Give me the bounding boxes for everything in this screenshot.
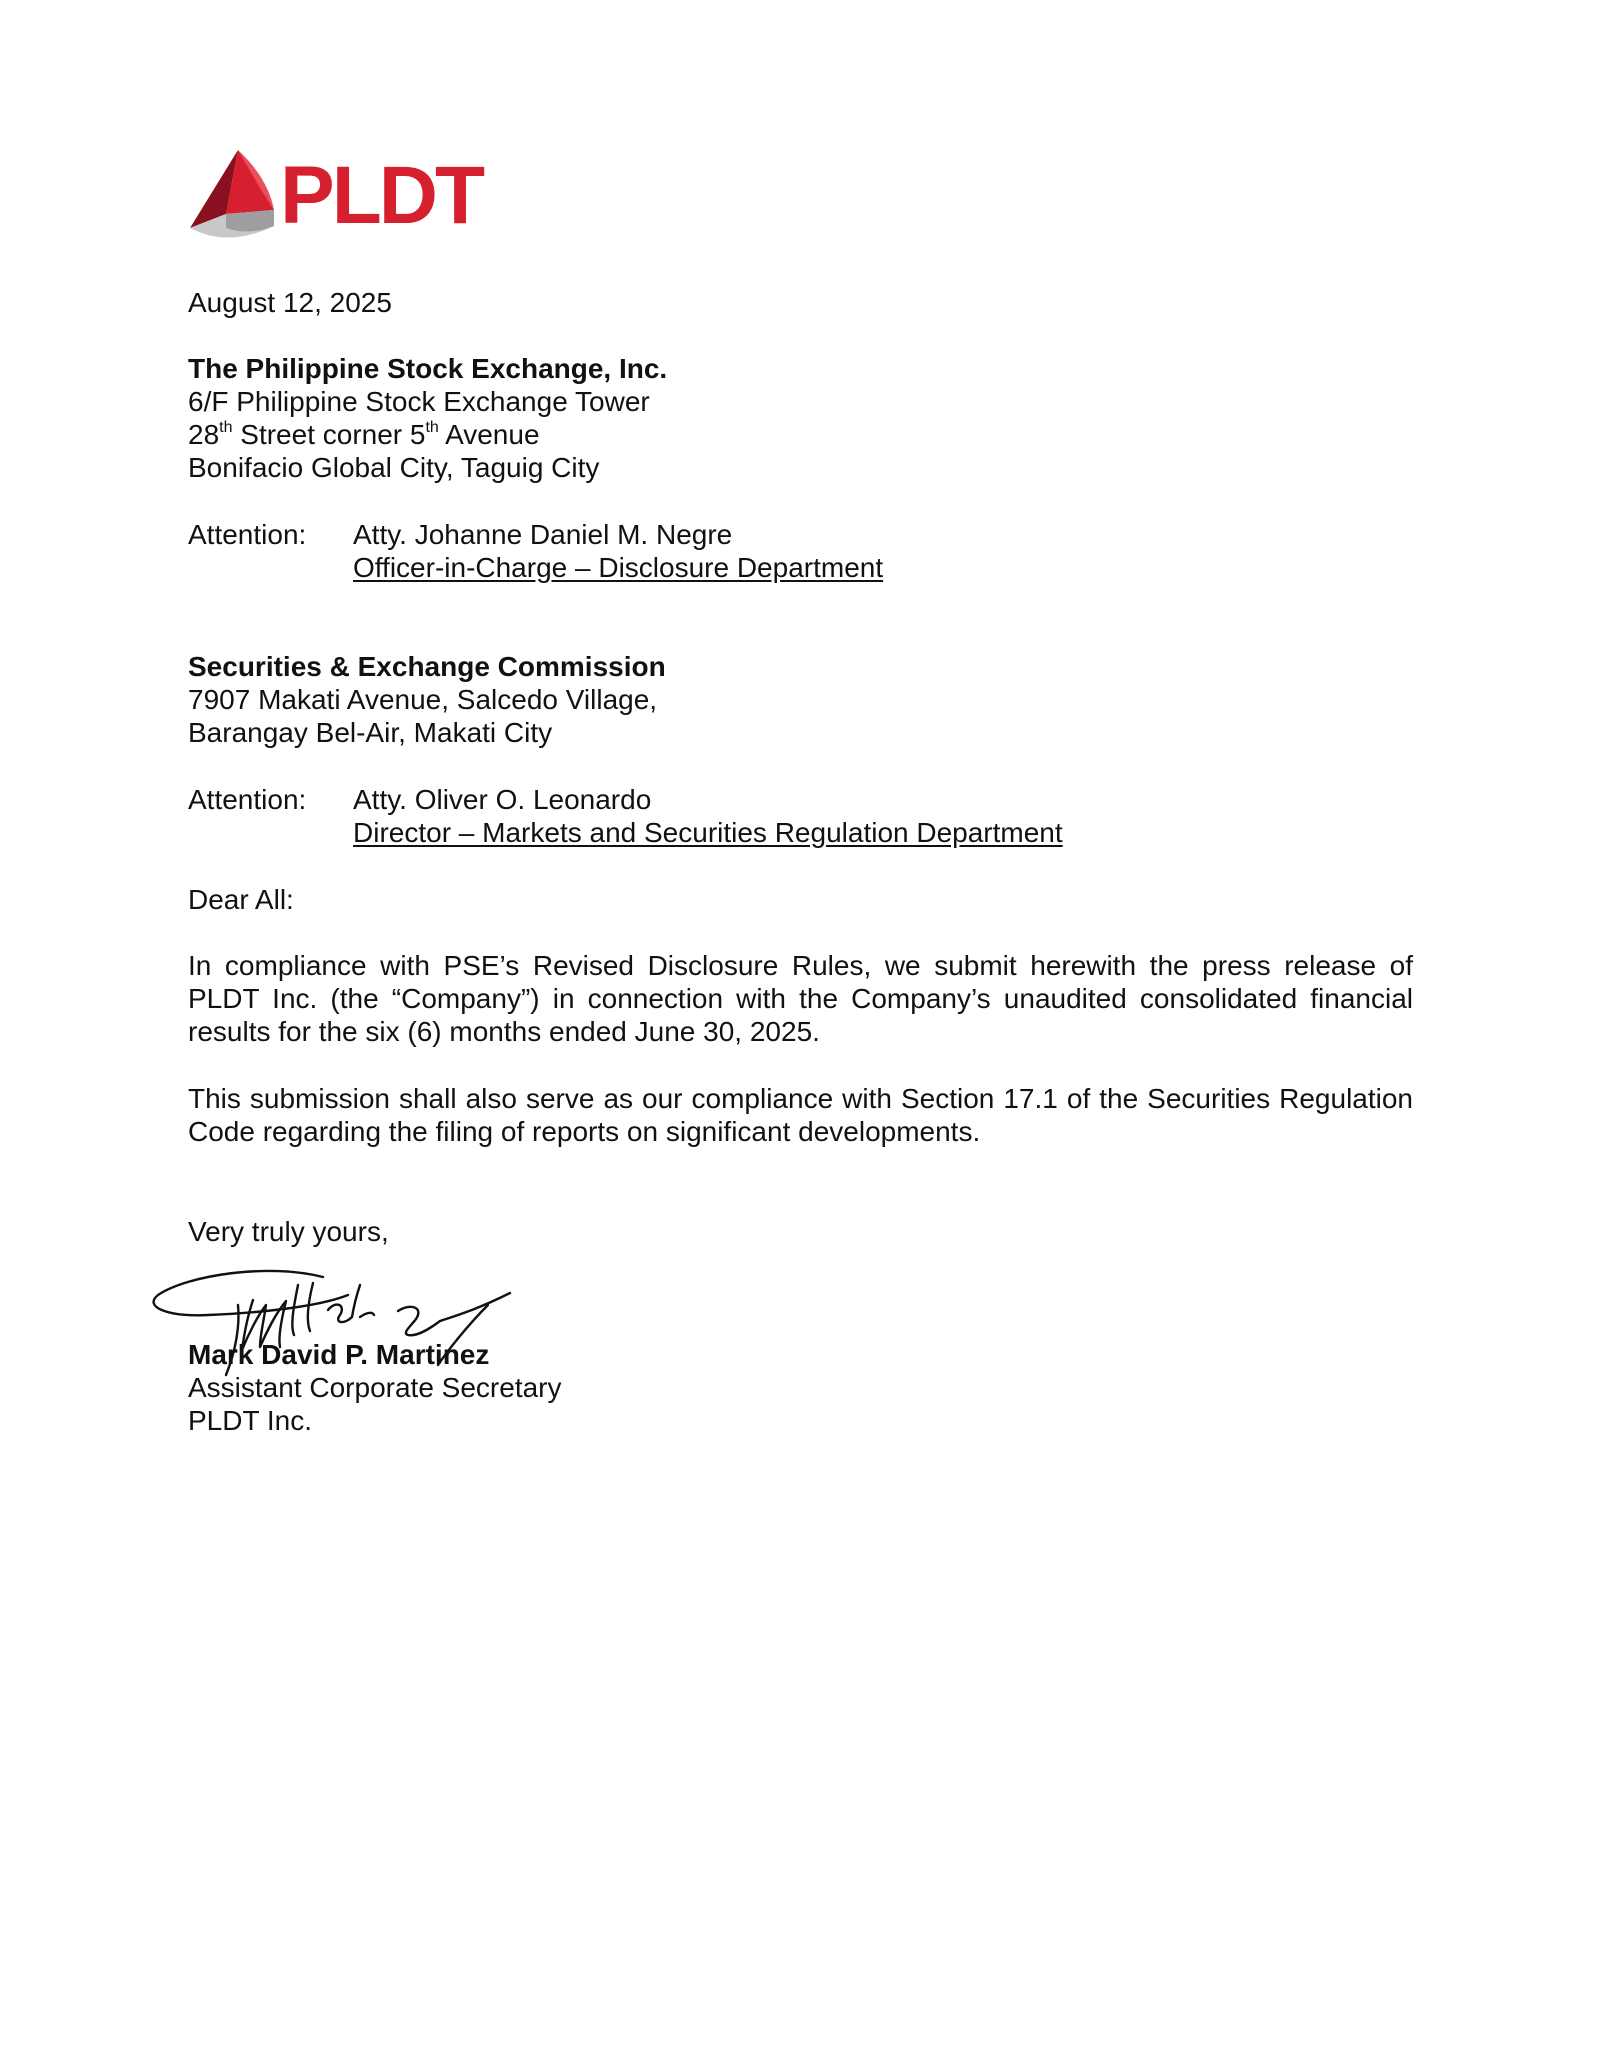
recipient1-attention-label: Attention: — [188, 519, 307, 550]
body-paragraph-2: This submission shall also serve as our compliance with Section 17.1 of the Securities Regulation Code regarding the filing of reports on significant developments. — [188, 1083, 1413, 1147]
recipient1-address2-sup1: th — [219, 418, 233, 436]
recipient2-attention-name: Atty. Oliver O. Leonardo — [353, 784, 652, 815]
letter-date: August 12, 2025 — [188, 287, 392, 318]
recipient2-address1: 7907 Makati Avenue, Salcedo Village, — [188, 684, 658, 715]
body-paragraph-1: In compliance with PSE’s Revised Disclosure Rules, we submit herewith the press release of PLDT Inc. (the “Company”) in connection with the Company’s unaudited consolidated financial results for the six (6) months ended June 30, 2025. — [188, 950, 1413, 1047]
signatory-name: Mark David P. Martinez — [188, 1339, 490, 1370]
pldt-logo-text: PLDT — [280, 150, 483, 241]
recipient1-address2-sup2: th — [425, 418, 439, 436]
recipient1-address2-num: 28 — [188, 419, 220, 450]
recipient1-address2-mid: Street corner 5 — [232, 419, 426, 450]
pldt-logo-mark-icon — [190, 150, 274, 238]
recipient2-attention-label: Attention: — [188, 784, 307, 815]
recipient2-address2: Barangay Bel-Air, Makati City — [188, 717, 553, 748]
pldt-logo — [188, 148, 498, 243]
signatory-company: PLDT Inc. — [188, 1405, 312, 1436]
recipient1-address3: Bonifacio Global City, Taguig City — [188, 452, 600, 483]
recipient1-address2 — [188, 418, 540, 451]
recipient1-attention-name: Atty. Johanne Daniel M. Negre — [353, 519, 733, 550]
signatory-title: Assistant Corporate Secretary — [188, 1372, 562, 1403]
salutation: Dear All: — [188, 884, 294, 915]
recipient1-name: The Philippine Stock Exchange, Inc. — [188, 353, 668, 384]
recipient2-attention-title: Director – Markets and Securities Regulation Department — [353, 817, 1063, 848]
closing: Very truly yours, — [188, 1216, 389, 1247]
recipient1-address1: 6/F Philippine Stock Exchange Tower — [188, 386, 650, 417]
recipient1-attention-title: Officer-in-Charge – Disclosure Department — [353, 552, 884, 583]
recipient1-address2-end: Avenue — [438, 419, 540, 450]
recipient2-name: Securities & Exchange Commission — [188, 651, 666, 682]
